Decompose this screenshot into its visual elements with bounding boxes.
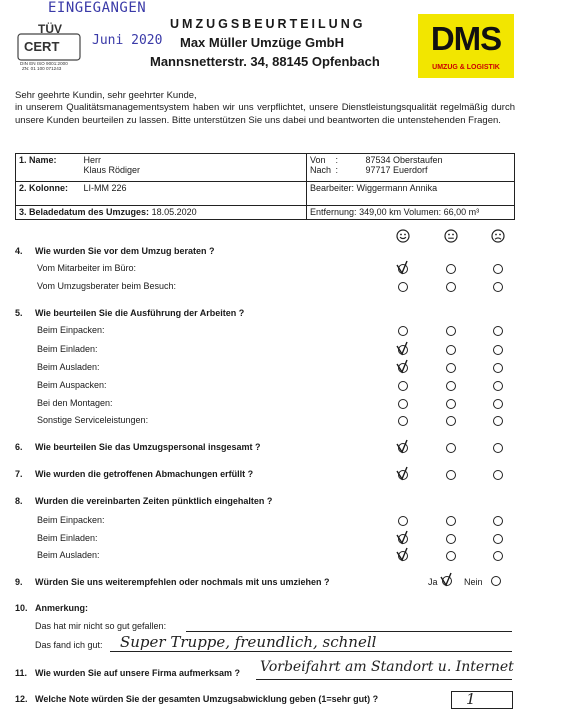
q9-ja-radio[interactable]	[442, 576, 452, 586]
rating-radio[interactable]	[493, 345, 503, 355]
q9-nein-radio[interactable]	[491, 576, 501, 586]
customer-info-table: 1. Name: Herr Klaus Rödiger Von : 87534 Oberstaufen Nach : 97717 Euerdorf 2. Kolonne: LI-MM 226 Bearbeiter: Wiggermann Annika 3. Beladedatum des Umzuges: 18.05.2020 Entfernung: 349,00 km Volumen: 66,00 m³	[15, 153, 515, 220]
kolonne-label: 2. Kolonne:	[19, 183, 68, 193]
neutral-face-icon	[444, 229, 458, 243]
sad-face-icon	[491, 229, 505, 243]
q10-gut-handwriting: Super Truppe, freundlich, schnell	[120, 633, 377, 651]
tuv-logo-mid: CERT	[24, 39, 60, 54]
von-label: Von	[310, 155, 326, 165]
rating-radio[interactable]	[398, 345, 408, 355]
q10-gut-label: Das fand ich gut:	[35, 640, 103, 650]
q9-nein-label: Nein	[464, 577, 483, 587]
bearbeiter-value: Wiggermann Annika	[356, 183, 438, 193]
form-title: UMZUGSBEURTEILUNG	[170, 17, 366, 31]
q7-text: Wie wurden die getroffenen Abmachungen erfüllt ?	[35, 469, 254, 479]
q4-item-label: Vom Umzugsberater beim Besuch:	[37, 281, 177, 291]
q5-text: Wie beurteilen Sie die Ausführung der Arbeiten ?	[35, 308, 245, 318]
kolonne-value: LI-MM 226	[83, 183, 127, 193]
datum-value: 18.05.2020	[151, 207, 197, 217]
dms-logo-main: DMS	[430, 20, 502, 57]
q5-item-label: Beim Einpacken:	[37, 325, 105, 335]
q5-item-label: Bei den Montagen:	[37, 398, 113, 408]
rating-radio[interactable]	[398, 282, 408, 292]
rating-radio[interactable]	[398, 534, 408, 544]
q9-ja-label: Ja	[428, 577, 438, 587]
rating-radio[interactable]	[446, 363, 456, 373]
q8-item-label: Beim Einpacken:	[37, 515, 105, 525]
q11-line[interactable]	[256, 679, 512, 680]
q12-handwriting: 1	[466, 690, 476, 708]
q8-number: 8.	[15, 496, 23, 506]
rating-radio[interactable]	[493, 551, 503, 561]
rating-radio[interactable]	[493, 399, 503, 409]
rating-radio[interactable]	[398, 551, 408, 561]
volumen-value: 66,00 m³	[443, 207, 480, 217]
check-mark-icon	[395, 531, 409, 545]
rating-radio[interactable]	[493, 326, 503, 336]
q5-item-label: Beim Ausladen:	[37, 362, 100, 372]
rating-scale-header	[396, 229, 511, 243]
dms-logo	[418, 14, 514, 78]
check-mark-icon	[395, 261, 409, 275]
rating-radio[interactable]	[446, 551, 456, 561]
rating-radio[interactable]	[493, 264, 503, 274]
q9-number: 9.	[15, 577, 23, 587]
company-name: Max Müller Umzüge GmbH	[180, 35, 344, 50]
rating-radio[interactable]	[398, 470, 408, 480]
rating-radio[interactable]	[398, 416, 408, 426]
nach-value: 97717 Euerdorf	[365, 165, 428, 175]
rating-radio[interactable]	[398, 363, 408, 373]
check-mark-icon	[395, 342, 409, 356]
q11-text: Wie wurden Sie auf unsere Firma aufmerksam ?	[35, 668, 240, 678]
intro-body: in unserem Qualitätsmanagementsystem haben wir uns verpflichtet, unsere Dienstleistungsqualität regelmäßig durch unsere Kunden beurteilen zu lassen. Bitte unterstützen Sie uns dabei und beantworten die untenstehenden Fragen.	[15, 102, 515, 126]
q11-number: 11.	[15, 668, 28, 678]
rating-radio[interactable]	[446, 264, 456, 274]
q4-item-label: Vom Mitarbeiter im Büro:	[37, 263, 137, 273]
q5-item-label: Beim Auspacken:	[37, 380, 107, 390]
q10-number: 10.	[15, 603, 28, 613]
volumen-label: Volumen:	[403, 207, 442, 217]
rating-radio[interactable]	[493, 516, 503, 526]
dms-logo-sub: UMZUG & LOGISTIK	[432, 64, 500, 71]
tuv-line1: DIN EN ISO 9001:2000	[20, 61, 68, 66]
rating-radio[interactable]	[493, 470, 503, 480]
q10-gefallen-line[interactable]	[186, 631, 512, 632]
name-value: Klaus Rödiger	[83, 165, 141, 175]
q5-item-label: Beim Einladen:	[37, 344, 98, 354]
rating-radio[interactable]	[446, 381, 456, 391]
rating-radio[interactable]	[446, 282, 456, 292]
rating-radio[interactable]	[398, 516, 408, 526]
q8-item-label: Beim Ausladen:	[37, 550, 100, 560]
q8-text: Wurden die vereinbarten Zeiten pünktlich eingehalten ?	[35, 496, 273, 506]
q10-gefallen-label: Das hat mir nicht so gut gefallen:	[35, 621, 167, 631]
check-mark-icon	[439, 573, 453, 587]
von-value: 87534 Oberstaufen	[365, 155, 443, 165]
rating-radio[interactable]	[398, 264, 408, 274]
rating-radio[interactable]	[493, 416, 503, 426]
rating-radio[interactable]	[446, 399, 456, 409]
company-address: Mannsnetterstr. 34, 88145 Opfenbach	[150, 54, 380, 69]
check-mark-icon	[395, 467, 409, 481]
name-label: 1. Name:	[19, 155, 57, 165]
check-mark-icon	[395, 440, 409, 454]
tuv-line2: ZN: 01 100 071243	[22, 66, 62, 70]
received-stamp: EINGEGANGEN	[48, 0, 147, 16]
rating-radio[interactable]	[493, 381, 503, 391]
q11-handwriting: Vorbeifahrt am Standort u. Internet	[260, 659, 514, 675]
tuv-logo-top: TÜV	[38, 22, 62, 36]
rating-radio[interactable]	[493, 282, 503, 292]
q6-text: Wie beurteilen Sie das Umzugspersonal insgesamt ?	[35, 442, 261, 452]
rating-radio[interactable]	[446, 534, 456, 544]
q10-gut-line[interactable]	[110, 651, 512, 652]
rating-radio[interactable]	[398, 399, 408, 409]
rating-radio[interactable]	[493, 443, 503, 453]
q12-number: 12.	[15, 694, 28, 704]
check-mark-icon	[395, 548, 409, 562]
q7-number: 7.	[15, 469, 23, 479]
intro-text	[15, 90, 515, 127]
entfernung-value: 349,00 km	[359, 207, 402, 217]
tuv-cert-logo	[16, 20, 82, 70]
q10-text: Anmerkung:	[35, 603, 89, 613]
q5-item-label: Sonstige Serviceleistungen:	[37, 415, 149, 425]
q12-text: Welche Note würden Sie der gesamten Umzugsabwicklung geben (1=sehr gut) ?	[35, 694, 379, 704]
check-mark-icon	[395, 360, 409, 374]
rating-radio[interactable]	[446, 326, 456, 336]
rating-radio[interactable]	[493, 363, 503, 373]
nach-label: Nach	[310, 165, 332, 175]
rating-radio[interactable]	[398, 326, 408, 336]
bearbeiter-label: Bearbeiter:	[310, 183, 355, 193]
q12-answer-box[interactable]	[451, 691, 513, 709]
entfernung-label: Entfernung:	[310, 207, 357, 217]
q5-number: 5.	[15, 308, 23, 318]
datum-label: 3. Beladedatum des Umzuges:	[19, 207, 150, 217]
rating-radio[interactable]	[398, 381, 408, 391]
rating-radio[interactable]	[446, 416, 456, 426]
q6-number: 6.	[15, 442, 23, 452]
rating-radio[interactable]	[398, 443, 408, 453]
happy-face-icon	[396, 229, 410, 243]
name-salutation: Herr	[83, 155, 101, 165]
q4-number: 4.	[15, 246, 23, 256]
q9-text: Würden Sie uns weiterempfehlen oder nochmals mit uns umziehen ?	[35, 577, 330, 587]
rating-radio[interactable]	[446, 345, 456, 355]
rating-radio[interactable]	[446, 443, 456, 453]
intro-salutation: Sehr geehrte Kundin, sehr geehrter Kunde,	[15, 90, 197, 101]
rating-radio[interactable]	[446, 516, 456, 526]
q4-text: Wie wurden Sie vor dem Umzug beraten ?	[35, 246, 215, 256]
received-date: Juni 2020	[92, 33, 163, 48]
rating-radio[interactable]	[446, 470, 456, 480]
rating-radio[interactable]	[493, 534, 503, 544]
q8-item-label: Beim Einladen:	[37, 533, 98, 543]
